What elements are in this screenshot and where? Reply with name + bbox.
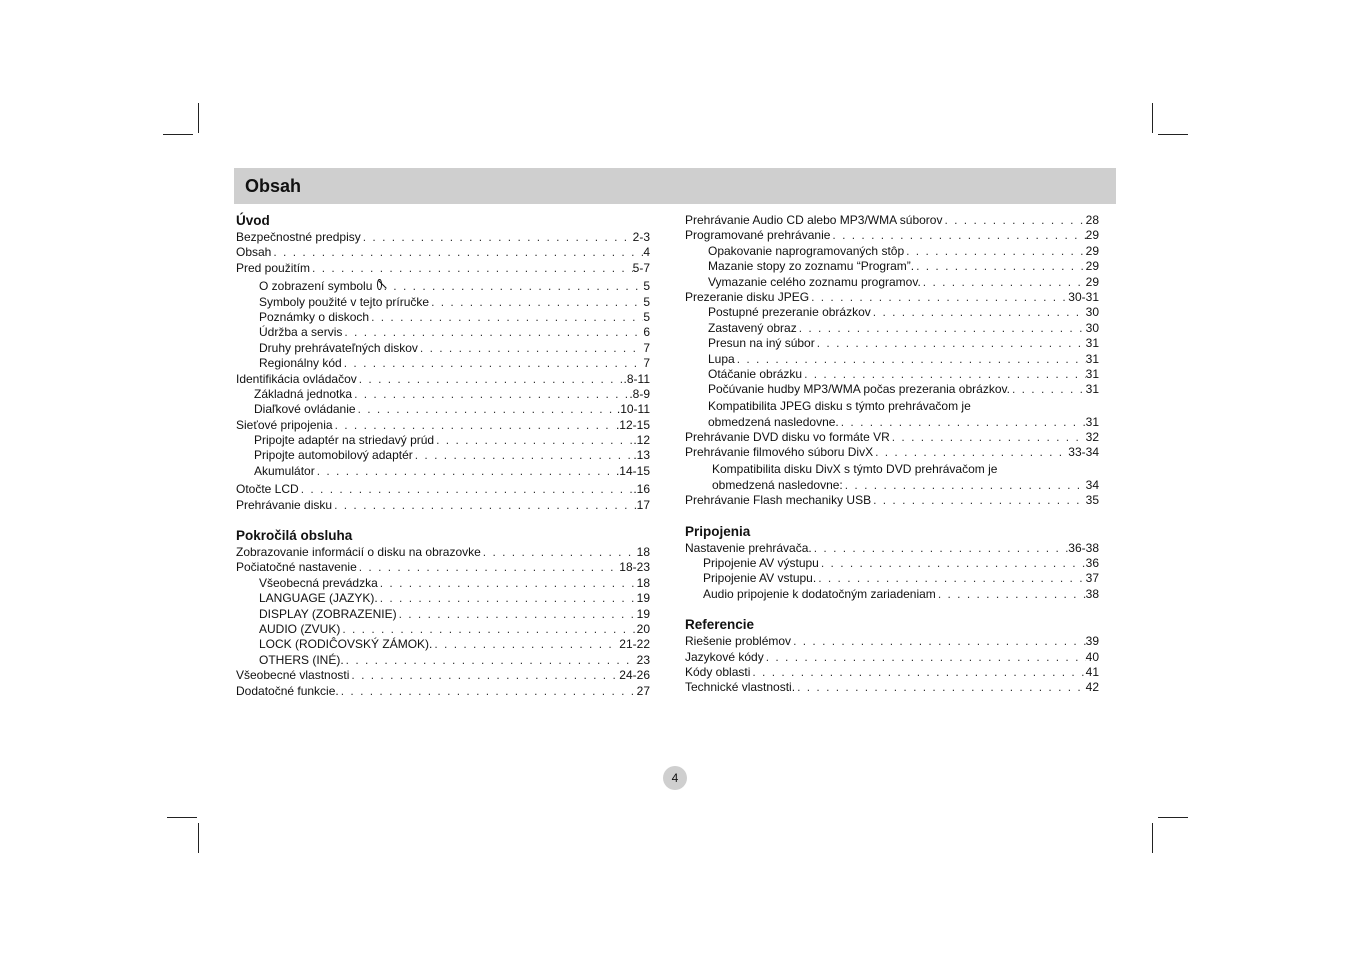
toc-entry-label: Poznámky o diskoch	[259, 309, 370, 324]
toc-entry-pripojte-adapter-na-striedavy-prud[interactable]	[236, 433, 650, 448]
toc-entry-pripojte-automobilovy-adapter[interactable]	[236, 448, 650, 463]
dot-leader	[382, 279, 644, 294]
crop-mark	[1158, 134, 1188, 135]
section-heading-uvod: Úvod	[236, 213, 270, 228]
toc-entry-pripojenie-av-vystupu[interactable]	[685, 556, 1099, 571]
toc-entry-page: 20	[636, 621, 650, 636]
toc-entry-opakovanie-naprogramovanych-stop[interactable]	[685, 244, 1099, 259]
toc-entry-label: Mazanie stopy zo zoznamu “Program”.	[708, 259, 915, 274]
toc-entry-dodatocne-funkcie[interactable]	[236, 684, 650, 699]
toc-entry-label: Zastavený obraz	[708, 320, 797, 335]
toc-entry-page: 19	[636, 606, 650, 621]
dot-leader	[735, 352, 1086, 367]
toc-entry-label: Vymazanie celého zoznamu programov.	[708, 274, 921, 289]
toc-entry-label: Nastavenie prehrávača.	[685, 540, 812, 555]
dot-leader	[432, 637, 619, 652]
toc-entry-page: 38	[1085, 586, 1099, 601]
toc-entry-label: Dodatočné funkcie.	[236, 683, 339, 698]
toc-entry-label: Audio pripojenie k dodatočným zariadeniam	[703, 586, 936, 601]
dot-leader	[914, 259, 1086, 274]
page-number: 4	[663, 766, 687, 790]
toc-entry-text: Kompatibilita JPEG disku s týmto prehrávačom je	[708, 398, 971, 413]
dot-leader	[873, 445, 1068, 460]
toc-entry-label: Prehrávanie Flash mechaniky USB	[685, 493, 872, 508]
dot-leader	[434, 433, 633, 448]
dot-leader	[816, 571, 1085, 586]
toc-entry-page: 19	[636, 591, 650, 606]
toc-entry-label: Zobrazovanie informácií o disku na obrazovke	[236, 545, 481, 560]
toc-entry-page: 5-7	[632, 260, 650, 275]
toc-entry-label: Pripojte automobilový adaptér	[254, 448, 413, 463]
toc-entry-label: Otáčanie obrázku	[708, 366, 803, 381]
toc-entry-page: 32	[1085, 430, 1099, 445]
dot-leader	[356, 402, 617, 417]
toc-entry-label: Pred použitím	[236, 260, 311, 275]
toc-entry-otacanie-obrazku[interactable]	[685, 367, 1099, 382]
dot-leader	[378, 591, 637, 606]
toc-entry-page: 23	[636, 652, 650, 667]
toc-entry-pocuvanie-hudby-mp3-wma-pocas-prezerania[interactable]	[685, 382, 1099, 397]
dot-leader	[815, 336, 1086, 351]
toc-entry-page: 31	[1085, 351, 1099, 366]
toc-entry-page: 29	[1085, 259, 1099, 274]
toc-entry-page: 37	[1085, 571, 1099, 586]
toc-entry-page: .8-9	[629, 386, 650, 401]
toc-entry-page: 30-31	[1068, 289, 1099, 304]
dot-leader	[339, 684, 637, 699]
dot-leader	[357, 560, 620, 575]
toc-entry-page: 35	[1085, 493, 1099, 508]
toc-entry-page: 31	[1085, 336, 1099, 351]
dot-leader	[481, 545, 637, 560]
toc-entry-label: Pripojenie AV výstupu	[703, 556, 819, 571]
toc-entry-zakladna-jednotka[interactable]	[236, 387, 650, 402]
toc-entry-page: 31	[1085, 382, 1099, 397]
dot-leader	[839, 415, 1086, 430]
toc-entry-label: Prehrávanie filmového súboru DivX	[685, 445, 874, 460]
toc-entry-label: obmedzená nasledovne.	[708, 414, 839, 429]
toc-entry-druhy-prehravatelnych-diskov[interactable]	[236, 341, 650, 356]
dot-leader	[271, 245, 643, 260]
toc-entry-label: Riešenie problémov	[685, 634, 792, 649]
dot-leader	[310, 261, 633, 276]
dot-leader	[333, 418, 616, 433]
toc-entry-label: OTHERS (INÉ).	[259, 652, 344, 667]
toc-entry-label: Prehrávanie Audio CD alebo MP3/WMA súborov	[685, 213, 943, 227]
toc-entry-sietove-pripojenia[interactable]	[236, 418, 650, 433]
dot-leader	[936, 587, 1086, 602]
toc-entry-nastavenie-prehravaca[interactable]	[685, 541, 1099, 556]
toc-entry-page: 29	[1085, 274, 1099, 289]
toc-entry-label: Presun na iný súbor	[708, 336, 815, 351]
dot-leader	[342, 356, 644, 371]
toc-entry-page: 27	[636, 683, 650, 698]
dot-leader	[352, 387, 629, 402]
dot-leader	[942, 213, 1085, 228]
toc-entry-label: Prehrávanie disku	[236, 497, 333, 512]
toc-entry-prehravanie-audio-cd-alebo-mp3-wma-subor[interactable]	[685, 213, 1099, 228]
toc-entry-kody-oblasti[interactable]	[685, 665, 1099, 680]
toc-entry-display-zobrazenie[interactable]	[236, 607, 650, 622]
toc-right-column	[685, 210, 1099, 696]
dot-leader	[299, 482, 634, 497]
toc-entry-vymazanie-celeho-zoznamu-programov[interactable]	[685, 275, 1099, 290]
toc-entry-presun-na-iny-subor[interactable]	[685, 336, 1099, 351]
toc-left-column	[236, 210, 650, 699]
toc-entry-page: 18	[636, 545, 650, 560]
dot-leader	[413, 448, 634, 463]
toc-entry-page: 31	[1085, 366, 1099, 381]
toc-entry-otocte-lcd[interactable]	[236, 482, 650, 497]
toc-entry-label: Identifikácia ovládačov	[236, 371, 357, 386]
toc-entry-label: Kódy oblasti	[685, 664, 751, 679]
toc-entry-lupa[interactable]	[685, 352, 1099, 367]
toc-entry-label: Obsah	[236, 245, 272, 260]
toc-entry-text: Kompatibilita disku DivX s týmto DVD prehrávačom je	[712, 461, 998, 476]
toc-entry-label: Základná jednotka	[254, 386, 353, 401]
dot-leader	[812, 541, 1069, 556]
toc-entry-page: 4	[643, 245, 650, 260]
dot-leader	[349, 668, 619, 683]
toc-entry-others-ine[interactable]	[236, 653, 650, 668]
dot-leader	[809, 290, 1068, 305]
dot-leader	[795, 680, 1086, 695]
toc-entry-o-zobrazeni-symbolu[interactable]	[236, 279, 650, 294]
toc-entry-technicke-vlastnosti[interactable]	[685, 680, 1099, 695]
toc-entry-page: 21-22	[619, 637, 650, 652]
toc-entry-page: 40	[1085, 649, 1099, 664]
toc-entry-prezeranie-disku-jpeg[interactable]	[685, 290, 1099, 305]
toc-entry-page: .14-15	[615, 463, 650, 478]
title-band	[234, 168, 1116, 204]
dot-leader	[397, 607, 637, 622]
toc-entry-akumulator[interactable]	[236, 464, 650, 479]
crop-mark	[1152, 103, 1153, 133]
dot-leader	[802, 367, 1086, 382]
section-heading-pripojenia: Pripojenia	[685, 523, 751, 539]
page-title: Obsah	[245, 176, 302, 196]
toc-entry-page: 24-26	[619, 668, 650, 683]
toc-entry-label: LOCK (RODIĈOVSKÝ ZÁMOK).	[259, 637, 433, 652]
toc-entry-symboly-pouzite-v-tejto-prirucke[interactable]	[236, 295, 650, 310]
dot-leader	[429, 295, 643, 310]
toc-entry-zobrazovanie-informacii-o-disku-na-obraz[interactable]	[236, 545, 650, 560]
toc-entry-label: Všeobecná prevádzka	[259, 575, 378, 590]
toc-entry-obsah[interactable]	[236, 245, 650, 260]
toc-entry-label: Pripojte adaptér na striedavý prúd	[254, 433, 435, 448]
toc-entry-pred-pouzitim[interactable]	[236, 261, 650, 276]
toc-entry-page: .12-15	[615, 417, 650, 432]
toc-entry-label: Regionálny kód	[259, 356, 342, 371]
toc-entry-page: 41	[1085, 664, 1099, 679]
toc-entry-regionalny-kod[interactable]	[236, 356, 650, 371]
toc-entry-page: 30	[1085, 305, 1099, 320]
dot-leader	[1010, 382, 1086, 397]
toc-entry-pociatocne-nastavenie[interactable]	[236, 560, 650, 575]
toc-entry-zastaveny-obraz[interactable]	[685, 321, 1099, 336]
dot-leader	[750, 665, 1085, 680]
toc-entry-riesenie-problemov[interactable]	[685, 634, 1099, 649]
toc-entry-obmedzena-nasledovne[interactable]	[685, 415, 1099, 430]
toc-entry-label: Druhy prehrávateľných diskov	[259, 340, 418, 355]
toc-entry-audio-pripojenie-k-dodatocnym-zariadenia[interactable]	[685, 587, 1099, 602]
prohibited-symbol-icon	[377, 279, 381, 290]
toc-entry-page: 42	[1085, 680, 1099, 695]
dot-leader	[344, 653, 637, 668]
crop-mark	[1152, 823, 1153, 853]
toc-entry-page: 34	[1085, 477, 1099, 492]
toc-entry-label: AUDIO (ZVUK)	[259, 621, 341, 636]
toc-entry-label: Technické vlastnosti.	[685, 680, 796, 695]
toc-entry-prehravanie-filmoveho-suboru-divx[interactable]	[685, 445, 1099, 460]
toc-entry-page: .12	[633, 433, 650, 448]
toc-entry-vseobecna-prevadzka[interactable]	[236, 576, 650, 591]
toc-entry-page: 17	[636, 497, 650, 512]
toc-entry-label: Počúvanie hudby MP3/WMA počas prezerania obrázkov.	[708, 382, 1010, 397]
dot-leader	[921, 275, 1086, 290]
dot-leader	[342, 325, 643, 340]
dot-leader	[357, 372, 624, 387]
toc-entry-lock-rodicovsky-zamok[interactable]	[236, 637, 650, 652]
toc-entry-page: 18-23	[619, 560, 650, 575]
toc-entry-page: 28	[1085, 213, 1099, 227]
toc-entry-label: LANGUAGE (JAZYK).	[259, 591, 378, 606]
dot-leader	[843, 478, 1086, 493]
toc-entry-label: Diaľkové ovládanie	[254, 402, 356, 417]
dot-leader	[819, 556, 1086, 571]
toc-entry-identifikacia-ovladacov[interactable]	[236, 372, 650, 387]
toc-entry-language-jazyk[interactable]	[236, 591, 650, 606]
toc-entry-page: .16	[633, 482, 650, 497]
toc-entry-label: obmedzená nasledovne:	[712, 477, 843, 492]
dot-leader	[904, 244, 1086, 259]
toc-entry-page: .10-11	[616, 402, 650, 417]
toc-entry-page: 39	[1085, 634, 1099, 649]
dot-leader	[797, 321, 1086, 336]
dot-leader	[340, 622, 636, 637]
toc-entry-poznamky-o-diskoch[interactable]	[236, 310, 650, 325]
dot-leader	[890, 430, 1086, 445]
crop-mark	[198, 103, 199, 133]
toc-entry-audio-zvuk[interactable]	[236, 622, 650, 637]
toc-entry-label: Počiatočné nastavenie	[236, 560, 357, 575]
dot-leader	[378, 576, 637, 591]
toc-entry-label: Postupné prezeranie obrázkov	[708, 305, 871, 320]
toc-entry-label: Symboly použité v tejto príručke	[259, 294, 430, 309]
toc-entry-page: 36-38	[1068, 540, 1099, 555]
toc-entry-page: 5	[643, 279, 650, 294]
toc-entry-obmedzena-nasledovne[interactable]	[685, 478, 1099, 493]
crop-mark	[1158, 817, 1188, 818]
crop-mark	[167, 817, 197, 818]
toc-entry-label: Programované prehrávanie	[685, 228, 831, 243]
toc-entry-page: .13	[633, 448, 650, 463]
toc-entry-page: 6	[643, 325, 650, 340]
toc-entry-udrzba-a-servis[interactable]	[236, 325, 650, 340]
section-heading-referencie: Referencie	[685, 617, 755, 633]
toc-entry-dialkove-ovladanie[interactable]	[236, 402, 650, 417]
toc-entry-label: Sieťové pripojenia	[236, 417, 333, 432]
dot-leader	[418, 341, 643, 356]
toc-entry-vseobecne-vlastnosti[interactable]	[236, 668, 650, 683]
dot-leader	[332, 498, 637, 513]
toc-entry-label: O zobrazení symbolu	[259, 279, 373, 294]
toc-entry-label: Bezpečnostné predpisy	[236, 230, 361, 244]
toc-entry-label: Všeobecné vlastnosti	[236, 668, 350, 683]
toc-entry-page: 36	[1085, 556, 1099, 571]
dot-leader	[871, 493, 1086, 508]
toc-entry-page: 5	[643, 309, 650, 324]
toc-entry-page: 5	[643, 294, 650, 309]
toc-entry-label: Prehrávanie DVD disku vo formáte VR	[685, 430, 890, 445]
dot-leader	[791, 634, 1086, 649]
toc-entry-label: Jazykové kódy	[685, 649, 764, 664]
toc-entry-page: 2-3	[632, 230, 650, 244]
toc-entry-page: 29	[1085, 243, 1099, 258]
dot-leader	[315, 464, 616, 479]
toc-entry-page: 33-34	[1068, 445, 1099, 460]
toc-entry-page: 30	[1085, 320, 1099, 335]
toc-entry-bezpecnostne-predpisy[interactable]	[236, 230, 650, 245]
toc-entry-postupne-prezeranie-obrazkov[interactable]	[685, 305, 1099, 320]
dot-leader	[369, 310, 643, 325]
dot-leader	[830, 228, 1085, 243]
toc-entry-prehravanie-disku[interactable]	[236, 498, 650, 513]
toc-entry-page: .8-11	[623, 371, 650, 386]
toc-entry-label: Akumulátor	[254, 463, 315, 478]
toc-entry-page: 7	[643, 340, 650, 355]
crop-mark	[198, 823, 199, 853]
toc-entry-label: Prezeranie disku JPEG	[685, 289, 810, 304]
toc-entry-page: 29	[1085, 228, 1099, 243]
toc-entry-label: Opakovanie naprogramovaných stôp	[708, 243, 905, 258]
toc-entry-prehravanie-dvd-disku-vo-formate-vr[interactable]	[685, 430, 1099, 445]
toc-entry-mazanie-stopy-zo-zoznamu-program[interactable]	[685, 259, 1099, 274]
crop-mark	[163, 134, 193, 135]
dot-leader	[361, 230, 633, 245]
toc-entry-label: DISPLAY (ZOBRAZENIE)	[259, 606, 397, 621]
toc-entry-programovane-prehravanie[interactable]	[685, 228, 1099, 243]
toc-entry-label: Otočte LCD	[236, 482, 299, 497]
toc-entry-prehravanie-flash-mechaniky-usb[interactable]	[685, 493, 1099, 508]
dot-leader	[764, 650, 1086, 665]
toc-entry-label: Pripojenie AV vstupu.	[703, 571, 817, 586]
toc-entry-label: Lupa	[708, 351, 735, 366]
section-heading-pokrocila-obsluha: Pokročilá obsluha	[236, 528, 353, 544]
toc-entry-page: 31	[1085, 414, 1099, 429]
toc-entry-jazykove-kody[interactable]	[685, 650, 1099, 665]
toc-entry-page: 18	[636, 575, 650, 590]
toc-entry-pripojenie-av-vstupu[interactable]	[685, 571, 1099, 586]
toc-entry-page: 7	[643, 356, 650, 371]
dot-leader	[871, 305, 1086, 320]
toc-entry-label: Údržba a servis	[259, 325, 343, 340]
